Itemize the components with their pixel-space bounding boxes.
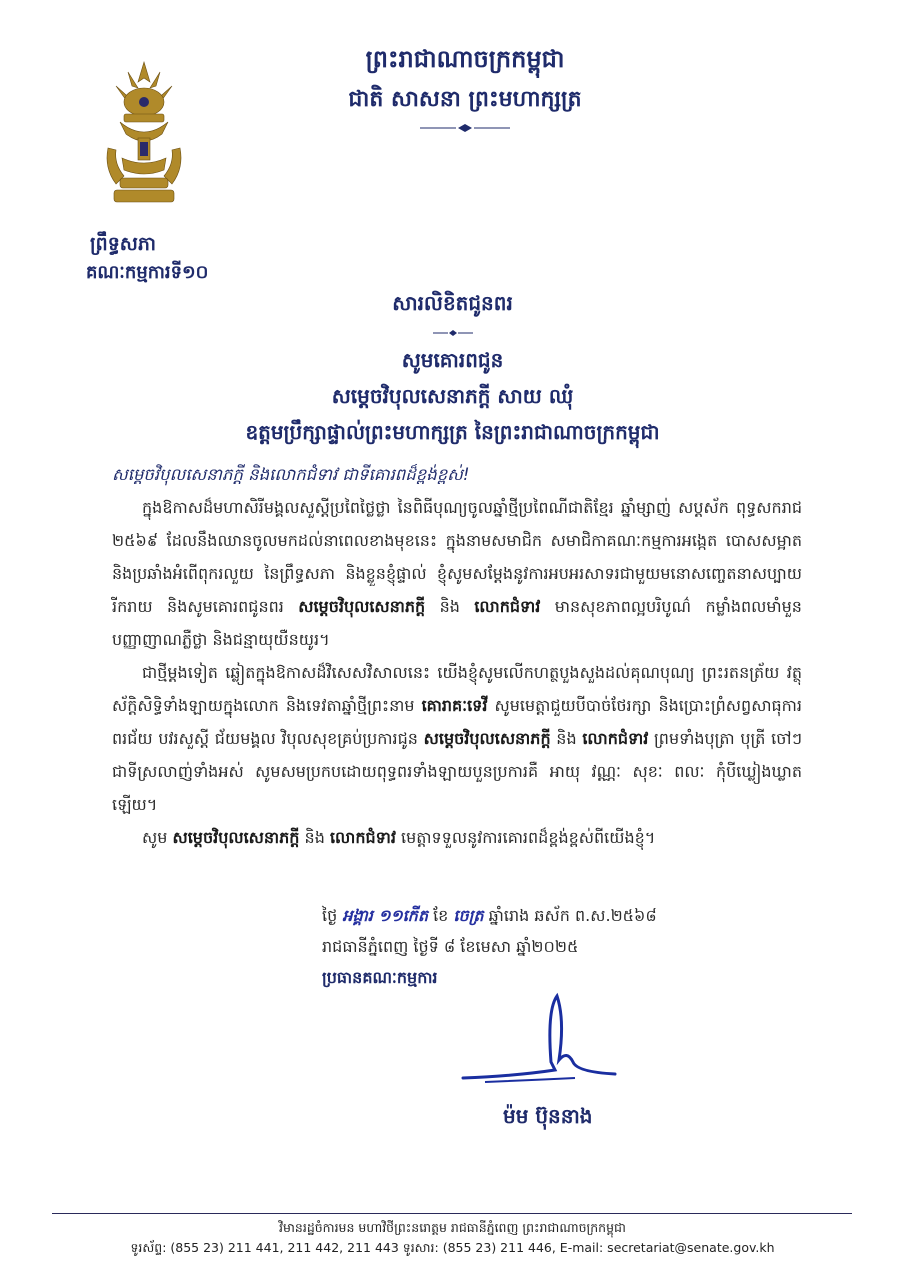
- paragraph-2: [112, 656, 802, 821]
- p1-and: និង: [439, 597, 460, 616]
- month-prefix: ខែ: [433, 906, 449, 925]
- recipient-name: សម្តេចវិបុលសេនាភក្តី សាយ ឈុំ: [331, 384, 574, 408]
- to-label: សូមគោរពជូន: [401, 348, 504, 372]
- senate-title: [86, 232, 230, 287]
- recipient-role: ឧត្តមប្រឹក្សាផ្ទាល់ព្រះមហាក្សត្រ នៃព្រះរាជាណាចក្រកម្ពុជា: [245, 420, 660, 444]
- salutation: សម្តេចវិបុលសេនាភក្តី និងលោកជំទាវ ជាទីគោរពដ៏ខ្ពង់ខ្ពស់!: [112, 465, 470, 484]
- p2-text-a: ជាថ្មីម្តងទៀត ឆ្លៀតក្នុងឱកាសដ៏វិសេសវិសាលនេះ យើងខ្ញុំសូមលើកហត្ថបួងសួងដល់គុណបុណ្យ ព្រះរតនត្រ័យ វត្ថុស័ក្តិសិទ្ធិទាំងឡាយក្នុងលោក និងទេវតាឆ្នាំថ្មីព្រះនាម: [112, 663, 802, 715]
- signer-name: ម៉ម ប៊ុននាង: [503, 1104, 593, 1128]
- footer-contact: ទូរស័ព្ទ: (855 23) 211 441, 211 442, 211 443 ទូរសារ: (855 23) 211 446, E-mail: secretariat@senate.gov.kh: [130, 1240, 775, 1255]
- kingdom-title: ព្រះរាជាណាចក្រកម្ពុជា: [365, 44, 565, 73]
- p3-recipient: សម្តេចវិបុលសេនាភក្តី: [172, 828, 300, 847]
- day-prefix: ថ្ងៃ: [322, 906, 338, 925]
- handwritten-signature-icon: [455, 990, 625, 1110]
- handwritten-day: អង្គារ ១១កើត: [342, 906, 428, 925]
- p3-and: និង: [304, 828, 325, 847]
- royal-emblem-icon: [98, 58, 190, 208]
- lunar-year: ឆ្នាំរោង ឆស័ក ព.ស.២៥៦៨: [488, 906, 657, 925]
- senate-name: ព្រឹទ្ធសភា: [90, 233, 156, 255]
- footer-address: វិមានរដ្ឋចំការមន មហាវិថីព្រះនរោត្តម រាជធានីភ្នំពេញ ព្រះរាជាណាចក្រកម្ពុជា: [279, 1220, 626, 1235]
- p2-spouse: លោកជំទាវ: [582, 729, 649, 748]
- signer-title: ប្រធានគណៈកម្មការ: [322, 968, 438, 987]
- p1-recipient: សម្តេចវិបុលសេនាភក្តី: [298, 597, 426, 616]
- p2-and: និង: [556, 729, 577, 748]
- paragraph-3: [112, 821, 802, 854]
- heading-ornament: [0, 322, 905, 341]
- p2-deity: គោរាគៈទេវី: [421, 696, 488, 715]
- letter-body: [112, 458, 802, 854]
- p2-text-c: ព្រមទាំងបុត្រា បុត្រី ចៅៗជាទីស្រលាញ់ទាំងអស់ សូមសមប្រកបដោយពុទ្ធពរទាំងឡាយបួនប្រការគឺ អាយុ វណ្ណៈ សុខៈ ពលៈ កុំបីឃ្លៀងឃ្លាតឡើយ។: [112, 729, 802, 814]
- letter-type: សារលិខិតជូនពរ: [392, 291, 513, 315]
- p2-recipient: សម្តេចវិបុលសេនាភក្តី: [423, 729, 551, 748]
- ornament-small-icon: [433, 329, 473, 337]
- p3-text-a: សូម: [142, 828, 168, 847]
- ornament-divider-icon: [420, 123, 510, 133]
- date-block: [322, 900, 802, 993]
- lunar-date-line: [322, 900, 802, 931]
- kingdom-header: [300, 44, 630, 133]
- p1-text-b: មានសុខភាពល្អបរិបូណ៌ កម្លាំងពលមាំមួន បញ្ញាញាណភ្លឺថ្លា និងជន្មាយុយឺនយូរ។: [112, 597, 802, 649]
- p2-text-b: សូមមេត្តាជួយបីបាច់ថែរក្សា និងប្រោះព្រំសព្វសាធុការពរជ័យ បវរសួស្តី ជ័យមង្គល វិបុលសុខគ្រប់ប្រការជូន: [112, 696, 802, 748]
- footer-divider: [52, 1213, 852, 1214]
- p1-spouse: លោកជំទាវ: [474, 597, 541, 616]
- commission-name: គណៈកម្មការទី១០: [86, 262, 209, 283]
- handwritten-month: ចេត្រ: [453, 906, 484, 925]
- paragraph-1: [112, 491, 802, 656]
- p3-spouse: លោកជំទាវ: [329, 828, 396, 847]
- p3-text-b: មេត្តាទទួលនូវការគោរពដ៏ខ្ពង់ខ្ពស់ពីយើងខ្ញុំ។: [401, 828, 656, 847]
- national-motto: ជាតិ សាសនា ព្រះមហាក្សត្រ: [348, 86, 582, 112]
- place-date-line: រាជធានីភ្នំពេញ ថ្ងៃទី ៨ ខែមេសា ឆ្នាំ២០២៥: [322, 937, 579, 956]
- p1-text-a: ក្នុងឱកាសដ៏មហាសិរីមង្គលសួស្តីប្រពៃថ្លៃថ្លា នៃពិធីបុណ្យចូលឆ្នាំថ្មីប្រពៃណីជាតិខ្មែរ ឆ្នាំម្សាញ់ សប្តស័ក ពុទ្ធសករាជ ២៥៦៩ ដែលនឹងឈានចូលមកដល់នាពេលខាងមុខនេះ ក្នុងនាមសមាជិក សមាជិកាគណៈកម្មការអង្កេត បោសសម្អាត និងប្រឆាំងអំពើពុករលួយ នៃព្រឹទ្ធសភា និងខ្លួនខ្ញុំផ្ទាល់ ខ្ញុំសូមសម្តែងនូវការអបអរសាទរជាមួយមនោសញ្ចេតនាសប្បាយរីករាយ និងសូមគោរពជូនពរ: [112, 498, 802, 616]
